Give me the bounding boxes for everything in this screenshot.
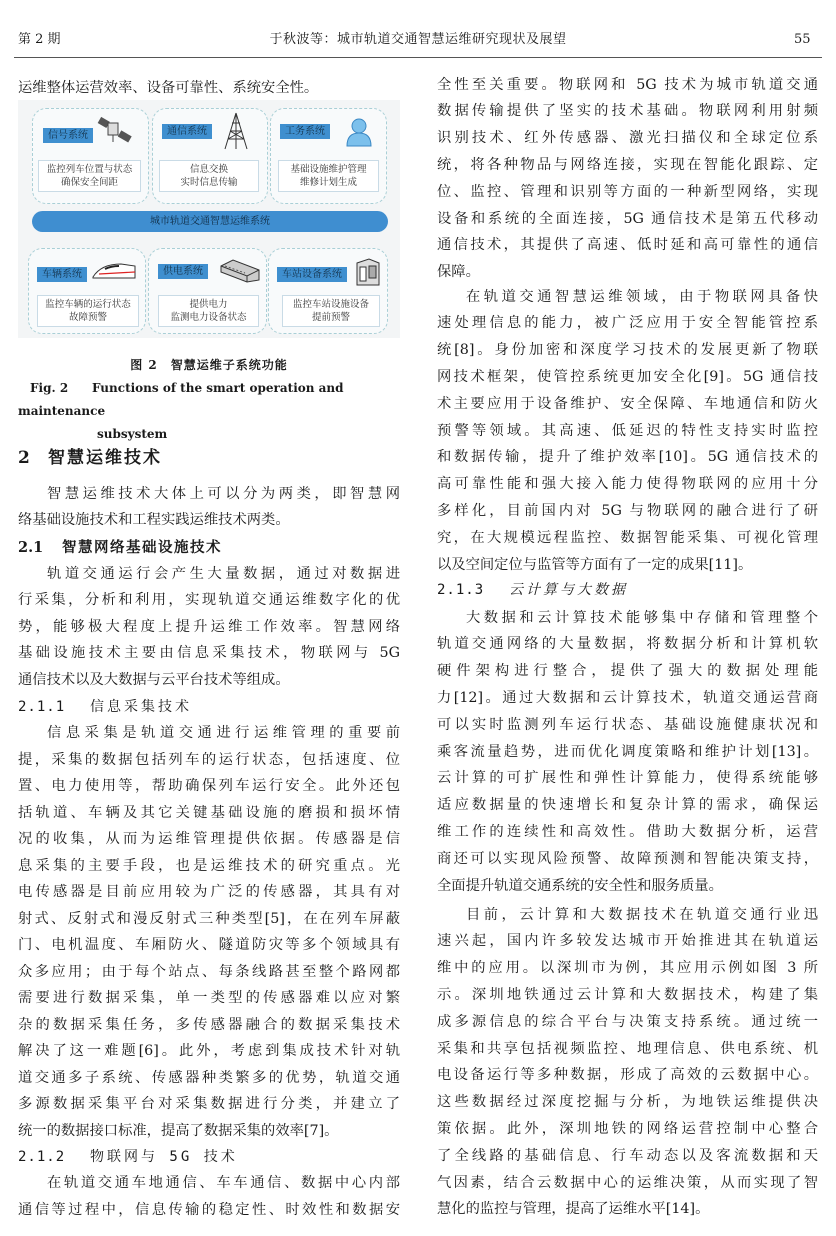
figure-2-subsystem-diagram <box>18 100 400 338</box>
paragraph <box>18 481 400 534</box>
subsystem-label: 通信系统 <box>162 124 212 139</box>
subsystem-description <box>158 295 259 327</box>
text-line: 在轨道交通智慧运维领域，由于物联网具备快 <box>466 288 818 305</box>
paragraph-continuation <box>18 75 400 102</box>
paragraph <box>18 561 400 694</box>
section-heading-2-1-2 <box>18 1144 400 1170</box>
description-line: 监控列车位置与状态 <box>46 164 133 175</box>
text-line: 在轨道交通车地通信、车车通信、数据中心内部 <box>47 1175 400 1191</box>
section-heading-2 <box>18 445 400 471</box>
text-line: 目前，云计算和大数据技术在轨道交通行业迅 <box>466 906 818 923</box>
subsystem-label: 供电系统 <box>158 264 208 279</box>
text-line: 和数据传输，提升了维护效率[10]。5G 通信技术的 <box>437 449 818 466</box>
text-line: 成多源信息的综合平台与决策支持系统。通过统一 <box>437 1013 818 1030</box>
text-line: 轨道交通运行会产生大量数据，通过对数据进 <box>47 565 400 582</box>
station-device-icon <box>355 257 381 287</box>
subsystem-label: 信号系统 <box>43 128 93 143</box>
description-line: 确保安全间距 <box>60 177 118 188</box>
text-line: 通信技术，其提供了高速、低时延和高可靠性的通信 <box>437 237 818 254</box>
text-line: 乘客流量趋势，进而优化调度策略和维护计划[13]。 <box>437 743 818 760</box>
section-title: 物联网与 5G 技术 <box>90 1149 238 1165</box>
subsystem-card-vehicle <box>28 248 146 334</box>
section-heading-2-1 <box>18 535 400 561</box>
text-line: 适应数据量的快速增长和复杂计算的需求，确保运 <box>437 797 818 814</box>
text-line: 速处理信息的能力，被广泛应用于安全智能管控系 <box>437 315 818 332</box>
description-line: 信息交换 <box>189 164 228 175</box>
text-line: 预警等领域。其高速、低延迟的特性支持实时监控 <box>437 422 818 439</box>
section-heading-2-1-1 <box>18 694 400 720</box>
text-line: 况的收集，从而为运维管理提供依据。传感器是信 <box>18 831 400 847</box>
text-line: 保障。 <box>437 264 480 281</box>
paragraph <box>18 1170 400 1223</box>
text-line: 术主要应用于设备维护、安全保障、车地通信和防火 <box>437 395 818 412</box>
text-line: 轨道交通网络的大量数据，将数据分析和计算机软 <box>437 636 818 653</box>
subsystem-card-station-equipment <box>268 248 388 334</box>
text-line: 射式、反射式和漫反射式三种类型[5]，在在列车屏蔽 <box>18 910 400 927</box>
section-number: 2.1.1 <box>18 699 66 715</box>
right-column <box>437 0 818 1236</box>
text-line: 维工作的连续性和高效性。借助大数据分析，运营 <box>437 823 818 840</box>
text-line: 这些数据经过深度挖掘与分析，为地铁运维提供决 <box>437 1094 818 1111</box>
paragraph <box>437 284 818 579</box>
text-line: 置、电力使用等，帮助确保列车运行安全。此外还包 <box>18 778 400 794</box>
text-line: 括轨道、车辆及其它关键基础设施的磨损和损坏情 <box>18 804 400 821</box>
paragraph <box>18 720 400 1144</box>
text-line: 行采集，分析和利用，实现轨道交通运维数字化的优 <box>18 592 400 609</box>
description-line: 实时信息传输 <box>180 177 238 188</box>
text-line: 提，采集的数据包括列车的运行状态，包括速度、位 <box>18 751 400 768</box>
text-line: 电传感器是目前应用较为广泛的传感器，其具有对 <box>18 884 400 900</box>
subsystem-description <box>278 160 379 192</box>
text-line: 位、监控、管理和识别等方面的一种新型网络，实现 <box>437 183 818 200</box>
section-number: 2 <box>18 448 30 468</box>
text-line: 数据传输提供了坚实的技术基础。物联网利用射频 <box>437 103 818 120</box>
section-heading-2-1-3 <box>437 577 818 603</box>
text-line: 统一的数据接口标准，提高了数据采集的效率[7]。 <box>18 1122 339 1139</box>
text-line: 力[12]。通过大数据和云计算技术，轨道交通运营商 <box>437 689 818 706</box>
text-line: 统，将各种物品与网络连接，实现在智能化跟踪、定 <box>437 156 818 173</box>
text-line: 速兴起，国内许多较发达城市开始推进其在轨道运 <box>437 933 818 950</box>
subsystem-card-signal <box>32 108 149 204</box>
subsystem-label: 车辆系统 <box>37 267 87 282</box>
issue-number: 第 2 期 <box>18 32 61 47</box>
section-title: 智慧网络基础设施技术 <box>62 539 222 556</box>
description-line: 提供电力 <box>189 299 228 310</box>
text-line: 运维整体运营效率、设备可靠性、系统安全性。 <box>18 80 319 96</box>
description-line: 提前预警 <box>311 312 350 323</box>
text-line: 气因素，结合云数据中心的运维决策，从而实现了智 <box>437 1174 818 1191</box>
text-line: 智慧运维技术大体上可以分为两类，即智慧网 <box>47 485 400 502</box>
text-line: 通信等过程中，信息传输的稳定性、时效性和数据安 <box>18 1201 400 1218</box>
paragraph <box>437 605 818 900</box>
section-title: 智慧运维技术 <box>48 448 162 468</box>
description-line: 监测电力设备状态 <box>170 312 247 323</box>
subsystem-description <box>37 295 139 327</box>
text-line: 示。深圳地铁通过云计算和大数据技术，构建了集 <box>437 986 818 1003</box>
subsystem-card-communication <box>152 108 268 204</box>
text-line: 门、电机温度、车厢防火、隧道防灾等多个领域具有 <box>18 937 400 953</box>
caption-cn: 图 2 智慧运维子系统功能 <box>130 358 288 372</box>
text-line: 维中的应用。以深圳市为例，其应用示例如图 3 所 <box>437 960 818 977</box>
text-line: 络基础设施技术和工程实践运维技术两类。 <box>18 512 290 529</box>
text-line: 网技术框架，使管控系统更加安全化[9]。5G 通信技 <box>437 368 818 385</box>
text-line: 解决了这一难题[6]。此外，考虑到集成技术针对轨 <box>18 1043 400 1059</box>
section-title: 云计算与大数据 <box>509 582 628 598</box>
signal-tower-icon <box>221 111 251 151</box>
caption-en-text: Functions of the smart operation and maintenance <box>18 381 344 418</box>
subsystem-card-power-supply <box>148 248 267 334</box>
caption-en-label: Fig. 2 <box>30 381 69 395</box>
text-line: 统[8]。身份加密和深度学习技术的发展更新了物联 <box>437 342 818 359</box>
text-line: 了全线路的基础信息、行车动态以及客流数据和天 <box>437 1147 818 1164</box>
text-line: 需要进行数据采集，单一类型的传感器难以应对繁 <box>18 990 400 1006</box>
text-line: 息采集的主要手段，也是运维技术的研究重点。光 <box>18 857 400 874</box>
section-number: 2.1 <box>18 539 44 556</box>
text-line: 势，能够极大程度上提升运维工作效率。智慧网络 <box>18 618 400 635</box>
text-line: 商还可以实现风险预警、故障预测和智能决策支持， <box>437 850 818 867</box>
figure-caption <box>18 354 400 446</box>
description-line: 基础设施维护管理 <box>290 164 367 175</box>
section-number: 2.1.2 <box>18 1149 66 1165</box>
subsystem-card-public-works <box>270 108 387 204</box>
paragraph <box>437 72 818 286</box>
subsystem-description <box>159 160 259 192</box>
text-line: 基础设施技术主要由信息采集技术，物联网与 5G <box>18 645 400 662</box>
text-line: 高可靠性能和强大接入能力使得物联网的应用十分 <box>437 476 818 493</box>
text-line: 全性至关重要。物联网和 5G 技术为城市轨道交通 <box>437 76 818 93</box>
section-title: 信息采集技术 <box>90 699 192 715</box>
text-line: 以及空间定位与监管等方面有了一定的成果[11]。 <box>437 556 753 573</box>
text-line: 杂的数据采集任务，多传感器融合的数据采集技术 <box>18 1016 400 1033</box>
text-line: 究，在大规模远程监控、数据智能采集、可视化管理 <box>437 529 818 546</box>
page-number: 55 <box>794 32 811 47</box>
text-line: 多源数据采集平台对采集数据进行分类，并建立了 <box>18 1096 400 1112</box>
text-line: 信息采集是轨道交通进行运维管理的重要前 <box>47 725 400 741</box>
text-line: 识别技术、红外传感器、激光扫描仪和全球定位系 <box>437 130 818 147</box>
text-line: 道交通多子系统、传感器种类繁多的优势，轨道交通 <box>18 1069 400 1086</box>
paragraph <box>437 902 818 1224</box>
text-line: 众多应用；由于每个站点、每条线路甚至整个路网都 <box>18 963 400 980</box>
text-line: 可以实时监测列车运行状态、基础设施健康状况和 <box>437 716 818 733</box>
subsystem-description <box>38 160 141 192</box>
text-line: 慧化的监控与管理，提高了运维水平[14]。 <box>437 1201 710 1218</box>
central-system-bar: 城市轨道交通智慧运维系统 <box>32 211 388 232</box>
subsystem-description <box>282 295 380 327</box>
section-number: 2.1.3 <box>437 582 485 598</box>
text-line: 硬件架构进行整合，提供了强大的数据处理能 <box>437 663 818 680</box>
text-line: 策依据。此外，深圳地铁的网络运营控制中心整合 <box>437 1120 818 1137</box>
description-line: 监控车站设施设备 <box>292 299 369 310</box>
text-line: 设备和系统的全面连接，5G 通信技术是第五代移动 <box>437 210 818 227</box>
person-icon <box>345 117 373 147</box>
description-line: 故障预警 <box>68 312 107 323</box>
train-icon <box>91 261 137 281</box>
text-line: 通信技术以及大数据与云平台技术等组成。 <box>18 671 290 688</box>
power-unit-icon <box>219 258 261 284</box>
text-line: 大数据和云计算技术能够集中存储和管理整个 <box>466 609 818 626</box>
running-title: 于秋波等：城市轨道交通智慧运维研究现状及展望 <box>269 32 567 47</box>
subsystem-label: 工务系统 <box>280 124 330 139</box>
description-line: 维修计划生成 <box>299 177 357 188</box>
caption-en-text-2: subsystem <box>97 427 168 441</box>
text-line: 电设备运行等多种数据，形成了高效的云数据中心。 <box>437 1067 818 1084</box>
text-line: 全面提升轨道交通系统的安全性和服务质量。 <box>437 877 723 894</box>
subsystem-label: 车站设备系统 <box>277 267 347 282</box>
satellite-icon <box>97 115 133 145</box>
text-line: 多样化，目前国内对 5G 与物联网的融合进行了研 <box>437 502 818 519</box>
description-line: 监控车辆的运行状态 <box>45 299 131 310</box>
text-line: 云计算的可扩展性和弹性计算能力，使得系统能够 <box>437 770 818 787</box>
text-line: 采集和共享包括视频监控、地理信息、供电系统、机 <box>437 1040 818 1057</box>
